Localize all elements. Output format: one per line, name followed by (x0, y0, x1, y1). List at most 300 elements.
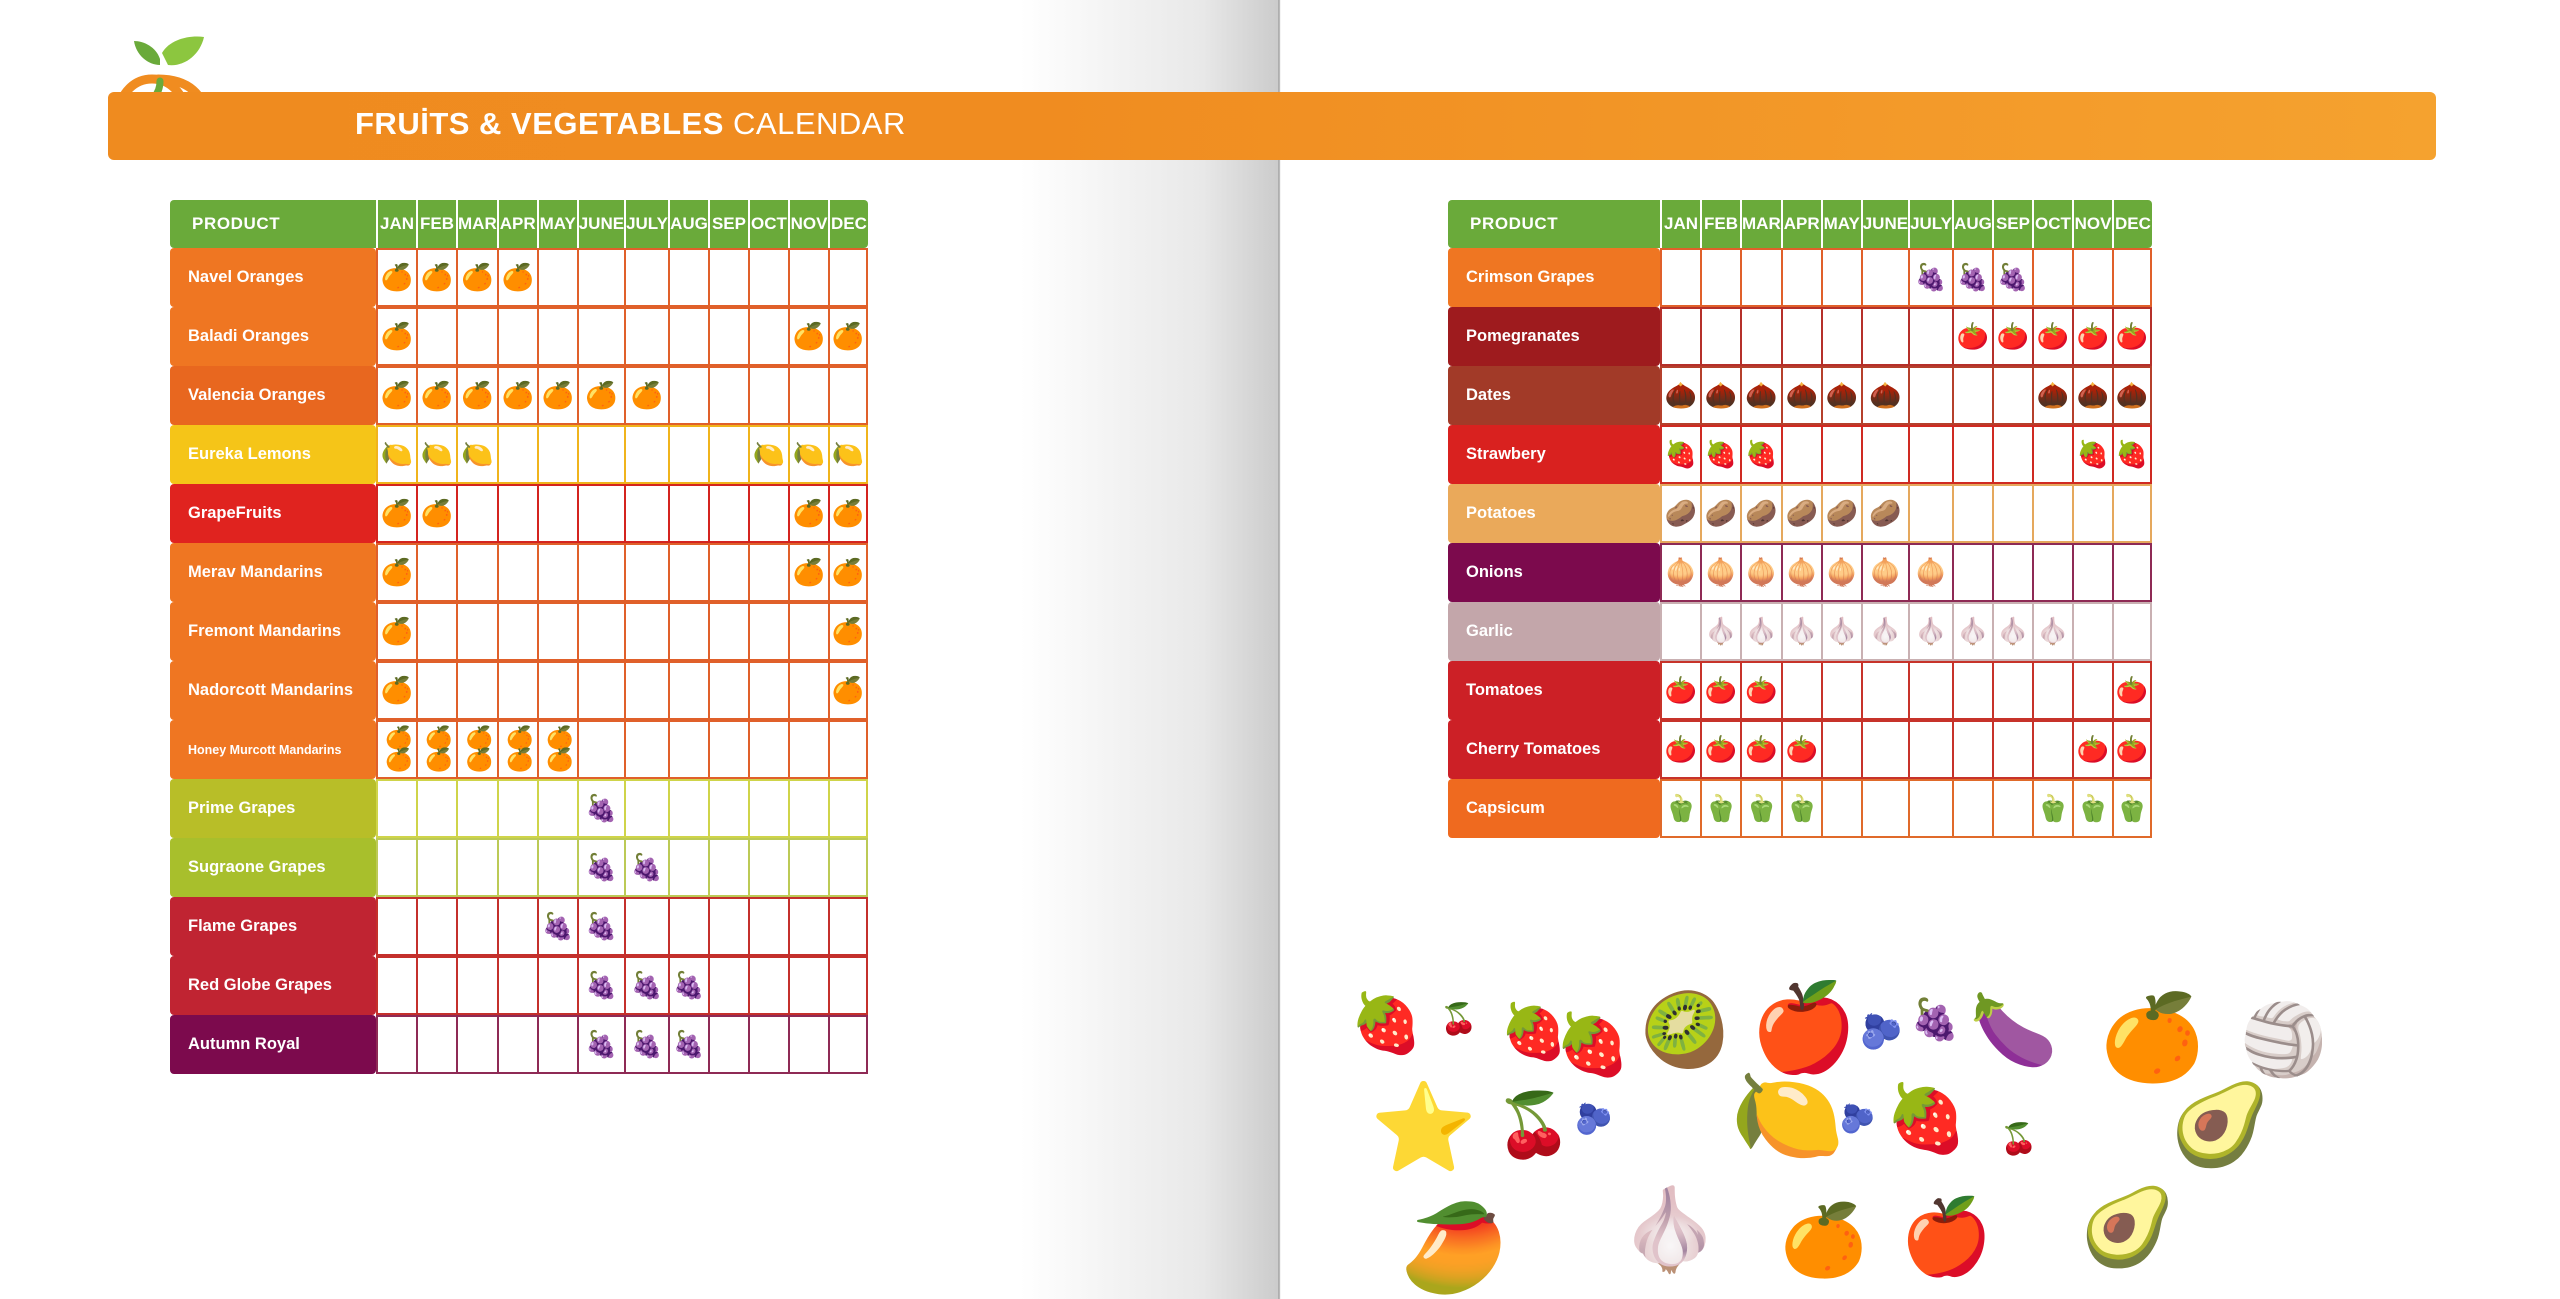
produce-icon: 🧄 (1704, 616, 1738, 646)
availability-cell (376, 720, 416, 779)
availability-cell (577, 720, 624, 779)
availability-cell (1781, 366, 1821, 425)
table-row (1448, 366, 2152, 425)
page-title (355, 106, 906, 142)
produce-icon: 🍋 (380, 439, 414, 469)
table-row (1448, 661, 2152, 720)
availability-cell (1821, 248, 1861, 307)
product-label: Dates (1448, 366, 1660, 425)
availability-cell (416, 543, 456, 602)
produce-icon: 🌰 (2036, 380, 2070, 410)
produce-icon: 🍊 (380, 616, 414, 646)
availability-cell (456, 1015, 497, 1074)
produce-icon: 🍇 (1914, 262, 1948, 292)
availability-cell (708, 366, 748, 425)
table-row (1448, 543, 2152, 602)
availability-cell (708, 779, 748, 838)
availability-cell (748, 1015, 788, 1074)
availability-cell (748, 425, 788, 484)
availability-cell (1952, 602, 1992, 661)
table-row (170, 248, 868, 307)
availability-cell (456, 366, 497, 425)
product-label: Strawbery (1448, 425, 1660, 484)
product-label: Crimson Grapes (1448, 248, 1660, 307)
availability-cell (788, 956, 828, 1015)
month-header-jan: JAN (376, 200, 416, 248)
availability-cell (624, 307, 668, 366)
availability-cell (537, 779, 577, 838)
month-header-apr: APR (497, 200, 537, 248)
availability-cell (376, 307, 416, 366)
cherry-photo: 🍒 (1495, 1091, 1573, 1160)
produce-icon: 🍇 (541, 911, 574, 941)
produce-icon: 🌰 (1869, 380, 1902, 410)
availability-cell (1861, 307, 1908, 366)
product-label: Capsicum (1448, 779, 1660, 838)
availability-cell (748, 248, 788, 307)
table-row (1448, 307, 2152, 366)
produce-icon: 🍇 (585, 911, 618, 941)
availability-cell (1700, 602, 1740, 661)
availability-cell (788, 661, 828, 720)
availability-cell (376, 484, 416, 543)
table-row (1448, 425, 2152, 484)
availability-cell (1660, 248, 1700, 307)
produce-icon: 🍓 (2076, 439, 2110, 469)
availability-cell (577, 366, 624, 425)
availability-cell (577, 897, 624, 956)
availability-cell (1992, 543, 2032, 602)
produce-icon: 🧅 (1704, 557, 1738, 587)
availability-cell (1781, 307, 1821, 366)
orange-half-photo: 🍊 (2100, 990, 2205, 1084)
availability-cell (1781, 248, 1821, 307)
blueberry-2-photo: 🫐 (1575, 1103, 1613, 1136)
availability-cell (1908, 661, 1952, 720)
availability-cell (2112, 543, 2152, 602)
product-label: Cherry Tomatoes (1448, 720, 1660, 779)
availability-cell (1700, 720, 1740, 779)
produce-icon: 🍊 (501, 380, 534, 410)
table-row (1448, 779, 2152, 838)
availability-cell (2112, 366, 2152, 425)
produce-icon: 🍅 (2076, 321, 2110, 351)
right-product-header: PRODUCT (1448, 200, 1660, 248)
left-calendar-table (170, 200, 868, 1074)
availability-cell (497, 543, 537, 602)
availability-cell (2032, 307, 2072, 366)
availability-cell (537, 1015, 577, 1074)
availability-cell (668, 366, 708, 425)
availability-cell (456, 956, 497, 1015)
availability-cell (497, 425, 537, 484)
availability-cell (537, 956, 577, 1015)
table-row (170, 720, 868, 779)
availability-cell (1740, 425, 1781, 484)
availability-cell (788, 838, 828, 897)
availability-cell (748, 897, 788, 956)
availability-cell (1821, 779, 1861, 838)
availability-cell (537, 543, 577, 602)
availability-cell (376, 248, 416, 307)
table-row (1448, 484, 2152, 543)
product-label: Merav Mandarins (170, 543, 376, 602)
month-header-feb: FEB (416, 200, 456, 248)
produce-icon: 🧅 (1825, 557, 1858, 587)
availability-cell (1781, 720, 1821, 779)
month-header-apr: APR (1781, 200, 1821, 248)
avocado-photo: 🥑 (2170, 1080, 2270, 1169)
produce-icon: 🍇 (585, 970, 618, 1000)
produce-icon: 🍇 (672, 970, 706, 1000)
availability-cell (1992, 484, 2032, 543)
produce-icon: 🫑 (1664, 793, 1698, 823)
availability-cell (788, 897, 828, 956)
availability-cell (624, 484, 668, 543)
produce-icon: 🍊 (380, 380, 414, 410)
table-row (170, 366, 868, 425)
produce-icon: 🍇 (585, 1029, 618, 1059)
produce-icon: 🍇 (630, 1029, 664, 1059)
produce-icon: 🍋 (831, 439, 865, 469)
availability-cell (1781, 484, 1821, 543)
month-header-oct: OCT (2032, 200, 2072, 248)
availability-cell (788, 1015, 828, 1074)
availability-cell (1908, 543, 1952, 602)
availability-cell (1700, 366, 1740, 425)
produce-icon: 🍋 (461, 439, 494, 469)
availability-cell (1992, 307, 2032, 366)
availability-cell (1821, 543, 1861, 602)
produce-icon: 🍅 (1745, 734, 1778, 764)
cherry-small-photo: 🍒 (1440, 1003, 1478, 1036)
availability-cell (2072, 602, 2112, 661)
availability-cell (2072, 248, 2112, 307)
availability-cell (624, 248, 668, 307)
availability-cell (1781, 779, 1821, 838)
availability-cell (1660, 661, 1700, 720)
availability-cell (1992, 366, 2032, 425)
availability-cell (497, 720, 537, 779)
book-spine-shading (1020, 0, 1280, 1299)
page-title-light: CALENDAR (723, 106, 906, 141)
availability-cell (497, 484, 537, 543)
availability-cell (828, 779, 868, 838)
availability-cell (828, 366, 868, 425)
availability-cell (668, 248, 708, 307)
produce-icon: 🍊🍊 (425, 725, 449, 772)
produce-icon: 🍇 (672, 1029, 706, 1059)
produce-icon: 🍇 (630, 970, 664, 1000)
month-header-dec: DEC (828, 200, 868, 248)
availability-cell (668, 956, 708, 1015)
availability-cell (1861, 720, 1908, 779)
table-row (170, 1015, 868, 1074)
availability-cell (748, 543, 788, 602)
availability-cell (788, 543, 828, 602)
produce-icon: 🍊 (380, 321, 414, 351)
availability-cell (2032, 366, 2072, 425)
availability-cell (497, 838, 537, 897)
availability-cell (376, 1015, 416, 1074)
product-label: Eureka Lemons (170, 425, 376, 484)
table-row (170, 897, 868, 956)
availability-cell (456, 543, 497, 602)
availability-cell (708, 956, 748, 1015)
produce-icon: 🍊 (380, 262, 414, 292)
month-header-dec: DEC (2112, 200, 2152, 248)
availability-cell (828, 602, 868, 661)
produce-icon: 🍅 (2076, 734, 2110, 764)
raspberry-photo: 🍓 (1350, 991, 1423, 1056)
produce-icon: 🫑 (1785, 793, 1818, 823)
availability-cell (788, 366, 828, 425)
produce-icon: 🍊 (461, 380, 494, 410)
produce-icon: 🫑 (2076, 793, 2110, 823)
product-label: Garlic (1448, 602, 1660, 661)
availability-cell (1660, 779, 1700, 838)
availability-cell (1952, 248, 1992, 307)
availability-cell (1660, 602, 1700, 661)
availability-cell (456, 897, 497, 956)
blueberry-photo: 🫐 (1860, 1013, 1903, 1051)
availability-cell (2032, 661, 2072, 720)
availability-cell (828, 307, 868, 366)
lime-photo: 🏐 (2240, 1001, 2328, 1079)
month-header-aug: AUG (668, 200, 708, 248)
produce-icon: 🍅 (1704, 675, 1738, 705)
availability-cell (1781, 425, 1821, 484)
availability-cell (2072, 661, 2112, 720)
table-row (170, 425, 868, 484)
availability-cell (1908, 779, 1952, 838)
availability-cell (788, 425, 828, 484)
availability-cell (624, 956, 668, 1015)
month-header-oct: OCT (748, 200, 788, 248)
availability-cell (416, 661, 456, 720)
availability-cell (1952, 366, 1992, 425)
availability-cell (624, 720, 668, 779)
availability-cell (1952, 661, 1992, 720)
availability-cell (1821, 484, 1861, 543)
table-row (170, 661, 868, 720)
produce-icon: 🍊 (831, 498, 865, 528)
product-label: Nadorcott Mandarins (170, 661, 376, 720)
availability-cell (1740, 720, 1781, 779)
produce-icon: 🧅 (1664, 557, 1698, 587)
availability-cell (1861, 543, 1908, 602)
availability-cell (456, 425, 497, 484)
availability-cell (828, 248, 868, 307)
product-label: Potatoes (1448, 484, 1660, 543)
availability-cell (376, 779, 416, 838)
produce-icon: 🌰 (2115, 380, 2149, 410)
availability-cell (708, 602, 748, 661)
pomegranate-photo: 🍎 (1750, 980, 1858, 1076)
table-row (170, 543, 868, 602)
table-row (170, 484, 868, 543)
produce-icon: 🍇 (585, 852, 618, 882)
availability-cell (456, 602, 497, 661)
produce-icon: 🍊🍊 (506, 725, 530, 772)
produce-icon: 🍅 (1664, 675, 1698, 705)
product-label: Honey Murcott Mandarins (170, 720, 376, 779)
availability-cell (537, 248, 577, 307)
availability-cell (2112, 248, 2152, 307)
availability-cell (1660, 307, 1700, 366)
availability-cell (1660, 425, 1700, 484)
availability-cell (2032, 602, 2072, 661)
product-label: GrapeFruits (170, 484, 376, 543)
produce-icon: 🍊 (831, 675, 865, 705)
table-row (1448, 602, 2152, 661)
availability-cell (2072, 425, 2112, 484)
availability-cell (708, 897, 748, 956)
availability-cell (416, 838, 456, 897)
produce-icon: 🫑 (1704, 793, 1738, 823)
strawberry-photo: 🍓 (1555, 1011, 1630, 1078)
availability-cell (2072, 720, 2112, 779)
month-header-july: JULY (1908, 200, 1952, 248)
produce-icon: 🧄 (1785, 616, 1818, 646)
availability-cell (1740, 484, 1781, 543)
month-header-nov: NOV (788, 200, 828, 248)
availability-cell (416, 956, 456, 1015)
availability-cell (577, 1015, 624, 1074)
availability-cell (416, 720, 456, 779)
produce-icon: 🍊 (380, 498, 414, 528)
availability-cell (1908, 602, 1952, 661)
fruit-photo-collage (1340, 975, 2560, 1299)
produce-icon: 🍅 (1956, 321, 1990, 351)
table-row (1448, 720, 2152, 779)
availability-cell (537, 307, 577, 366)
produce-icon: 🍊 (630, 380, 664, 410)
availability-cell (577, 956, 624, 1015)
availability-cell (788, 720, 828, 779)
produce-icon: 🥔 (1704, 498, 1738, 528)
produce-icon: 🌰 (1745, 380, 1778, 410)
availability-cell (1952, 543, 1992, 602)
produce-icon: 🧅 (1785, 557, 1818, 587)
availability-cell (828, 1015, 868, 1074)
left-table-header-row (170, 200, 868, 248)
availability-cell (376, 956, 416, 1015)
avocado-2-photo: 🥑 (2080, 1185, 2175, 1270)
availability-cell (828, 897, 868, 956)
availability-cell (416, 1015, 456, 1074)
availability-cell (624, 661, 668, 720)
availability-cell (1861, 779, 1908, 838)
availability-cell (456, 484, 497, 543)
produce-icon: 🍋 (752, 439, 786, 469)
availability-cell (376, 897, 416, 956)
availability-cell (497, 779, 537, 838)
month-header-nov: NOV (2072, 200, 2112, 248)
availability-cell (1740, 366, 1781, 425)
availability-cell (497, 1015, 537, 1074)
availability-cell (2112, 720, 2152, 779)
availability-cell (376, 838, 416, 897)
produce-icon: 🍊 (420, 498, 454, 528)
produce-icon: 🍊 (420, 380, 454, 410)
raspberry-right-photo: 🍇 (1910, 998, 1960, 1042)
availability-cell (577, 779, 624, 838)
availability-cell (624, 838, 668, 897)
availability-cell (1861, 484, 1908, 543)
produce-icon: 🍅 (1704, 734, 1738, 764)
availability-cell (708, 248, 748, 307)
produce-icon: 🍊🍊 (385, 725, 409, 772)
availability-cell (668, 661, 708, 720)
availability-cell (456, 661, 497, 720)
produce-icon: 🧅 (1869, 557, 1902, 587)
availability-cell (788, 484, 828, 543)
produce-icon: 🧄 (2036, 616, 2070, 646)
produce-icon: 🍊🍊 (546, 725, 570, 772)
availability-cell (1700, 248, 1740, 307)
availability-cell (456, 779, 497, 838)
produce-icon: 🍅 (2036, 321, 2070, 351)
availability-cell (2072, 366, 2112, 425)
produce-icon: 🌰 (1704, 380, 1738, 410)
availability-cell (376, 661, 416, 720)
availability-cell (1821, 720, 1861, 779)
produce-icon: 🍊 (792, 321, 826, 351)
availability-cell (1908, 484, 1952, 543)
availability-cell (624, 602, 668, 661)
produce-icon: 🫑 (1745, 793, 1778, 823)
availability-cell (2032, 484, 2072, 543)
availability-cell (2032, 543, 2072, 602)
availability-cell (416, 779, 456, 838)
availability-cell (2072, 307, 2112, 366)
availability-cell (537, 838, 577, 897)
availability-cell (2112, 425, 2152, 484)
orange-photo: 🍊 (1780, 1201, 1868, 1279)
produce-icon: 🍇 (630, 852, 664, 882)
blueberry-3-photo: 🫐 (1840, 1103, 1875, 1134)
produce-icon: 🌰 (1785, 380, 1818, 410)
availability-cell (577, 661, 624, 720)
availability-cell (748, 779, 788, 838)
availability-cell (2032, 779, 2072, 838)
produce-icon: 🍇 (1956, 262, 1990, 292)
availability-cell (376, 602, 416, 661)
availability-cell (1992, 661, 2032, 720)
availability-cell (1700, 484, 1740, 543)
availability-cell (624, 779, 668, 838)
left-table-body (170, 248, 868, 1074)
month-header-june: JUNE (1861, 200, 1908, 248)
availability-cell (456, 248, 497, 307)
availability-cell (2112, 661, 2152, 720)
availability-cell (624, 1015, 668, 1074)
availability-cell (1740, 602, 1781, 661)
availability-cell (456, 307, 497, 366)
availability-cell (1952, 720, 1992, 779)
availability-cell (2032, 720, 2072, 779)
availability-cell (828, 543, 868, 602)
produce-icon: 🍅 (1745, 675, 1778, 705)
availability-cell (456, 720, 497, 779)
availability-cell (1821, 661, 1861, 720)
availability-cell (537, 720, 577, 779)
availability-cell (1660, 720, 1700, 779)
availability-cell (577, 307, 624, 366)
table-row (1448, 248, 2152, 307)
availability-cell (2112, 779, 2152, 838)
